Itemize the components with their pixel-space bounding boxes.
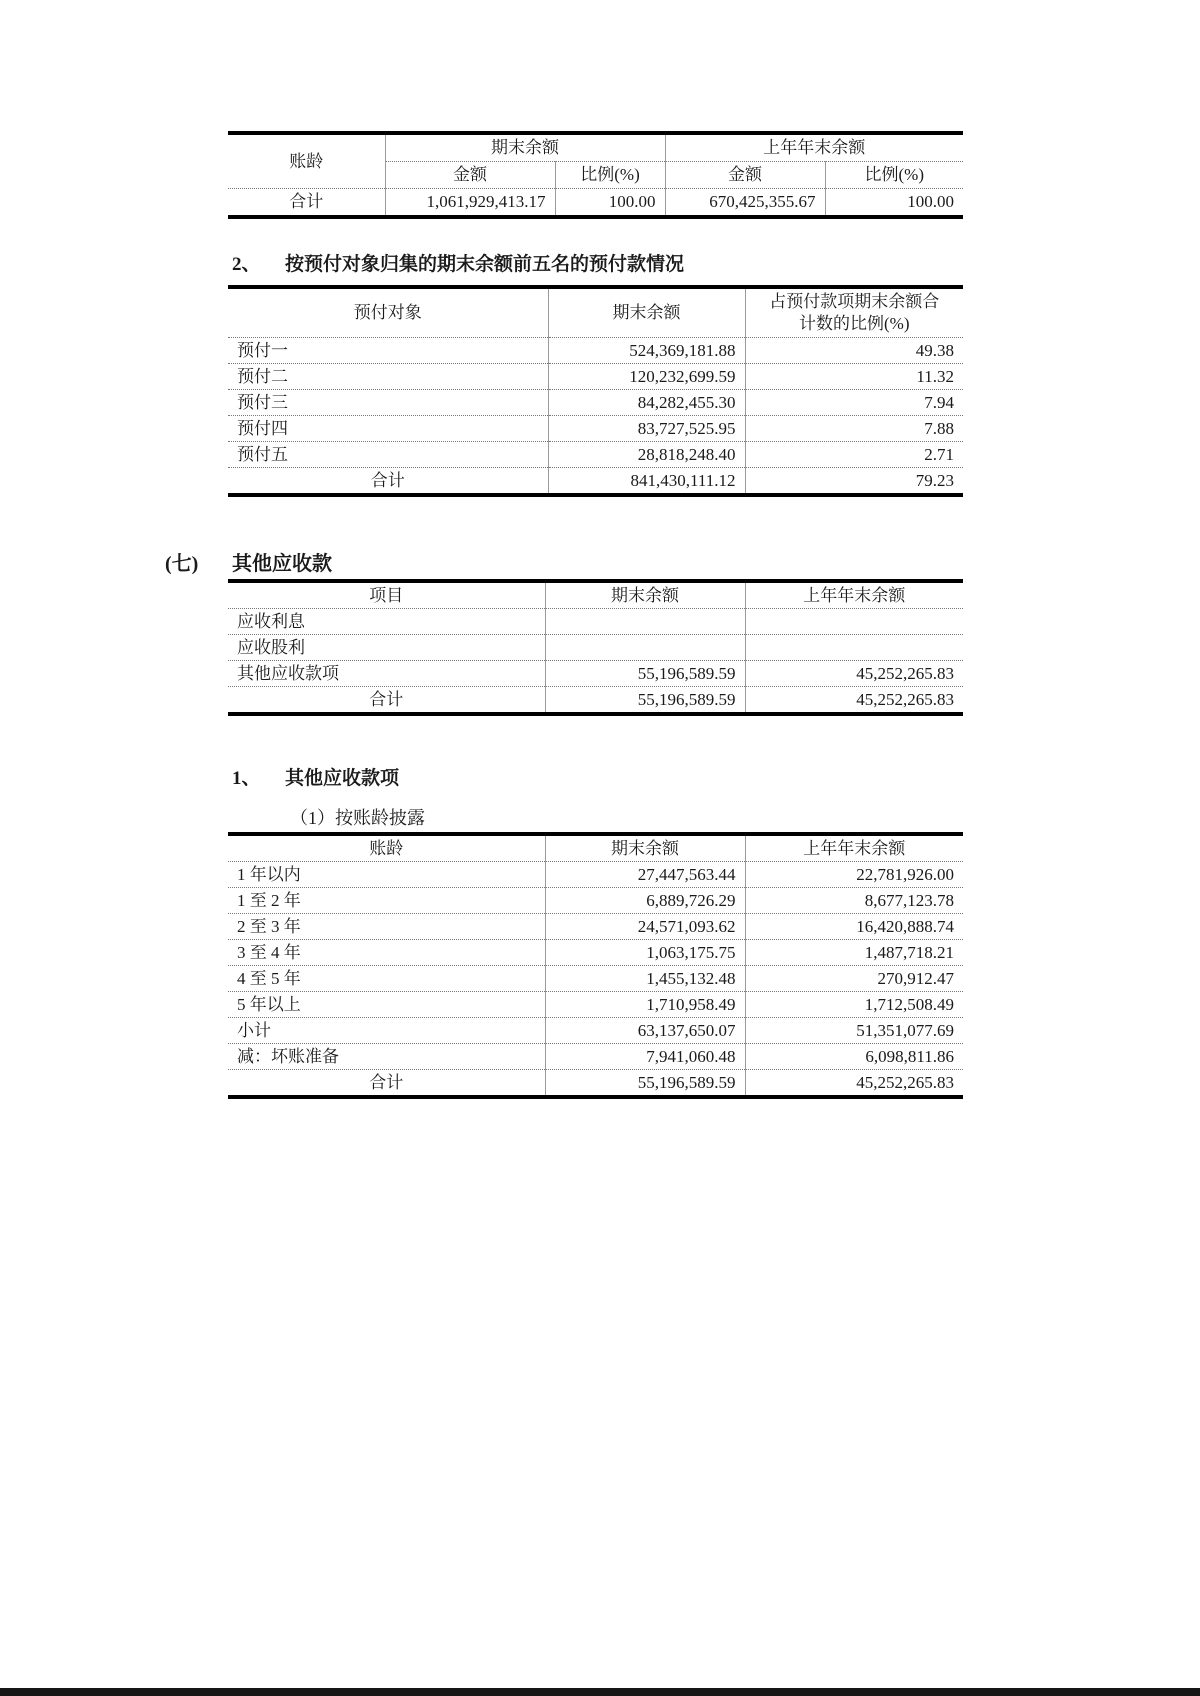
total-prior: 45,252,265.83 — [745, 687, 963, 715]
header-ratio-line1: 占预付款项期末余额合 — [769, 292, 940, 311]
total-prior-amount: 670,425,355.67 — [665, 189, 825, 218]
total-row — [228, 1070, 963, 1098]
table-row — [228, 1044, 963, 1070]
table-row — [228, 390, 963, 416]
row-prior: 45,252,265.83 — [745, 661, 963, 687]
row-amount: 84,282,455.30 — [548, 390, 745, 416]
header-prior-year-balance: 上年年末余额 — [665, 133, 963, 162]
subsection-1-subtitle: （1）按账龄披露 — [290, 808, 425, 828]
row-amount: 120,232,699.59 — [548, 364, 745, 390]
total-prior-ratio: 100.00 — [825, 189, 963, 218]
table-row — [228, 966, 963, 992]
row-label: 预付四 — [228, 416, 548, 442]
row-ending — [545, 635, 745, 661]
row-ratio: 49.38 — [745, 338, 963, 364]
row-label: 预付三 — [228, 390, 548, 416]
row-ending: 7,941,060.48 — [545, 1044, 745, 1070]
page-bottom-edge — [0, 1688, 1200, 1696]
row-label: 减：坏账准备 — [228, 1044, 545, 1070]
row-label: 1 年以内 — [228, 862, 545, 888]
row-ratio: 7.94 — [745, 390, 963, 416]
total-row — [228, 687, 963, 715]
prepayment-top5-table — [228, 285, 963, 497]
row-ending — [545, 609, 745, 635]
header-ending-balance: 期末余额 — [545, 581, 745, 609]
row-prior: 51,351,077.69 — [745, 1018, 963, 1044]
total-row — [228, 189, 963, 218]
other-receivables-table — [228, 579, 963, 716]
table-row — [228, 635, 963, 661]
row-label: 预付二 — [228, 364, 548, 390]
table-row — [228, 992, 963, 1018]
header-item: 项目 — [228, 581, 545, 609]
row-prior: 1,487,718.21 — [745, 940, 963, 966]
header-ratio: 比例(%) — [555, 162, 665, 189]
table-row — [228, 609, 963, 635]
table-row — [228, 1018, 963, 1044]
row-ending: 1,710,958.49 — [545, 992, 745, 1018]
row-ending: 6,889,726.29 — [545, 888, 745, 914]
total-prior: 45,252,265.83 — [745, 1070, 963, 1098]
row-prior — [745, 609, 963, 635]
row-ratio: 2.71 — [745, 442, 963, 468]
table-header-row — [228, 133, 963, 162]
row-prior: 1,712,508.49 — [745, 992, 963, 1018]
header-ratio-line2: 计数的比例(%) — [799, 314, 910, 333]
header-amount: 金额 — [665, 162, 825, 189]
total-label: 合计 — [228, 189, 385, 218]
section-7-heading — [165, 551, 332, 577]
row-label: 1 至 2 年 — [228, 888, 545, 914]
header-ratio: 比例(%) — [825, 162, 963, 189]
row-label: 小计 — [228, 1018, 545, 1044]
table-row — [228, 914, 963, 940]
total-label: 合计 — [228, 1070, 545, 1098]
header-aging: 账龄 — [228, 834, 545, 862]
table-row — [228, 888, 963, 914]
row-prior: 16,420,888.74 — [745, 914, 963, 940]
aging-detail-table — [228, 832, 963, 1099]
row-ratio: 7.88 — [745, 416, 963, 442]
total-row — [228, 468, 963, 496]
row-ending: 1,455,132.48 — [545, 966, 745, 992]
row-prior: 8,677,123.78 — [745, 888, 963, 914]
section-2-heading — [232, 252, 684, 278]
section-7-title: 其他应收款 — [232, 553, 332, 575]
total-ratio: 79.23 — [745, 468, 963, 496]
row-ending: 24,571,093.62 — [545, 914, 745, 940]
section-1-number: 1、 — [232, 768, 261, 789]
row-label: 应收股利 — [228, 635, 545, 661]
row-ending: 63,137,650.07 — [545, 1018, 745, 1044]
aging-summary-table — [228, 131, 963, 219]
row-prior: 270,912.47 — [745, 966, 963, 992]
row-prior — [745, 635, 963, 661]
header-ratio-of-total — [745, 287, 963, 338]
row-amount: 83,727,525.95 — [548, 416, 745, 442]
total-label: 合计 — [228, 687, 545, 715]
total-amount: 841,430,111.12 — [548, 468, 745, 496]
table-header-row — [228, 287, 963, 338]
header-ending-balance: 期末余额 — [385, 133, 665, 162]
section-1-heading — [232, 766, 399, 792]
row-ending: 1,063,175.75 — [545, 940, 745, 966]
header-prior-year-balance: 上年年末余额 — [745, 581, 963, 609]
row-label: 3 至 4 年 — [228, 940, 545, 966]
header-aging: 账龄 — [228, 133, 385, 189]
table-row — [228, 364, 963, 390]
section-2-number: 2、 — [232, 254, 261, 275]
header-ending-balance: 期末余额 — [545, 834, 745, 862]
table-row — [228, 940, 963, 966]
row-prior: 6,098,811.86 — [745, 1044, 963, 1070]
row-label: 预付五 — [228, 442, 548, 468]
row-amount: 524,369,181.88 — [548, 338, 745, 364]
row-label: 应收利息 — [228, 609, 545, 635]
total-ending-ratio: 100.00 — [555, 189, 665, 218]
table-row — [228, 661, 963, 687]
section-7-number: (七) — [165, 553, 199, 575]
row-amount: 28,818,248.40 — [548, 442, 745, 468]
row-label: 其他应收款项 — [228, 661, 545, 687]
table-row — [228, 862, 963, 888]
row-ratio: 11.32 — [745, 364, 963, 390]
row-label: 2 至 3 年 — [228, 914, 545, 940]
section-2-title: 按预付对象归集的期末余额前五名的预付款情况 — [285, 254, 685, 275]
row-label: 4 至 5 年 — [228, 966, 545, 992]
total-ending: 55,196,589.59 — [545, 687, 745, 715]
table-header-row — [228, 834, 963, 862]
header-ending-balance: 期末余额 — [548, 287, 745, 338]
total-ending-amount: 1,061,929,413.17 — [385, 189, 555, 218]
table-row — [228, 442, 963, 468]
table-row — [228, 338, 963, 364]
row-label: 5 年以上 — [228, 992, 545, 1018]
row-ending: 27,447,563.44 — [545, 862, 745, 888]
row-label: 预付一 — [228, 338, 548, 364]
table-header-row — [228, 581, 963, 609]
header-prepayment-object: 预付对象 — [228, 287, 548, 338]
header-amount: 金额 — [385, 162, 555, 189]
row-prior: 22,781,926.00 — [745, 862, 963, 888]
table-row — [228, 416, 963, 442]
total-ending: 55,196,589.59 — [545, 1070, 745, 1098]
row-ending: 55,196,589.59 — [545, 661, 745, 687]
header-prior-year-balance: 上年年末余额 — [745, 834, 963, 862]
section-1-title: 其他应收款项 — [285, 768, 400, 789]
total-label: 合计 — [228, 468, 548, 496]
